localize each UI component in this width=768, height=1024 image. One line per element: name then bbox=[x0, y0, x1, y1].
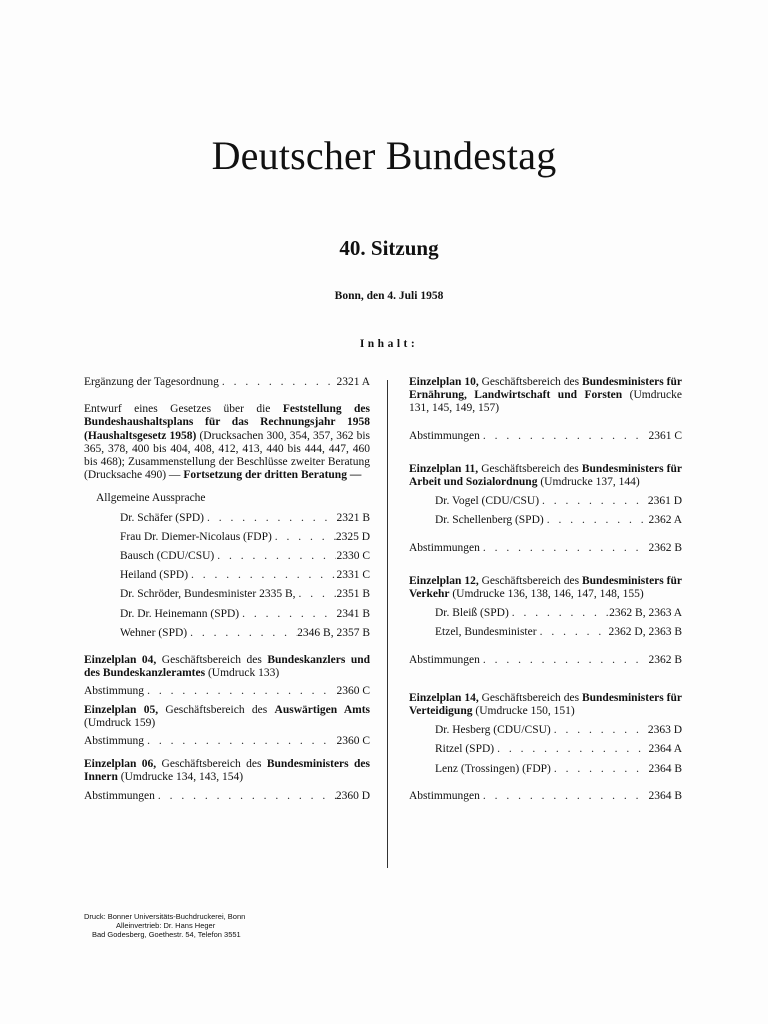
toc-page-ref: 2362 B bbox=[648, 653, 682, 666]
speaker-row bbox=[435, 724, 682, 737]
vote-row bbox=[409, 542, 682, 555]
entry-text: Geschäftsbereich des bbox=[156, 654, 268, 667]
speaker-row bbox=[120, 550, 370, 563]
leader-dots bbox=[539, 495, 648, 508]
toc-page-ref: 2362 D, 2363 B bbox=[608, 626, 682, 639]
speaker-name: Dr. Bleiß (SPD) bbox=[435, 607, 509, 620]
vote-label: Abstimmungen bbox=[84, 789, 155, 802]
dateline: Bonn, den 4. Juli 1958 bbox=[334, 290, 444, 302]
speaker-row bbox=[435, 607, 682, 620]
session-number: 40. Sitzung bbox=[339, 236, 439, 260]
entry-bold-text: Auswärtigen Amts bbox=[274, 703, 371, 716]
toc-entry-agenda bbox=[84, 376, 370, 389]
toc-page-ref: 2364 B bbox=[648, 762, 682, 775]
toc-entry-einzelplan-11 bbox=[409, 463, 682, 489]
leader-dots bbox=[144, 685, 336, 698]
column-divider bbox=[387, 380, 388, 868]
entry-bold-text: Feststellung des Bundeshaushaltsplans für das Rechnungsjahr 1958 (Haushaltsgesetz 1958) bbox=[84, 403, 370, 442]
imprint-printer: Druck: Bonner Universitäts-Buchdruckerei, Bonn bbox=[84, 912, 246, 921]
entry-bold-text: Einzelplan 06, bbox=[84, 758, 157, 771]
speaker-row bbox=[435, 495, 682, 508]
toc-page-ref: 2364 A bbox=[648, 743, 682, 756]
entry-text: (Umdrucke 134, 143, 154) bbox=[117, 771, 244, 784]
speaker-name: Dr. Schellenberg (SPD) bbox=[435, 514, 544, 527]
speaker-name: Dr. Schröder, Bundesminister 2335 B, bbox=[120, 588, 296, 601]
speaker-list bbox=[409, 495, 682, 527]
toc-page-ref: 2330 C bbox=[336, 550, 370, 563]
contents-left-column bbox=[84, 376, 370, 803]
toc-page-ref: 2346 B, 2357 B bbox=[297, 626, 370, 639]
vote-row bbox=[409, 654, 682, 667]
leader-dots bbox=[480, 790, 649, 803]
toc-entry-budget-bill bbox=[84, 403, 370, 482]
speaker-row bbox=[435, 763, 682, 776]
leader-dots bbox=[494, 743, 648, 756]
speaker-row bbox=[120, 627, 370, 640]
imprint-address: Bad Godesberg, Goethestr. 54, Telefon 3551 bbox=[92, 930, 241, 939]
leader-dots bbox=[480, 542, 649, 555]
leader-dots bbox=[155, 790, 336, 803]
vote-row bbox=[84, 735, 370, 748]
entry-bold-text: Einzelplan 14, bbox=[409, 691, 479, 704]
speaker-name: Dr. Vogel (CDU/CSU) bbox=[435, 495, 540, 508]
leader-dots bbox=[480, 430, 649, 443]
entry-text: (Umdrucke 136, 138, 146, 147, 148, 155) bbox=[449, 588, 644, 601]
speaker-name: Dr. Hesberg (CDU/CSU) bbox=[435, 724, 551, 737]
leader-dots bbox=[551, 724, 648, 737]
speaker-row bbox=[435, 514, 682, 527]
entry-bold-text: Bundesministers des Innern bbox=[84, 758, 370, 784]
vote-row bbox=[409, 430, 682, 443]
entry-text: Geschäftsbereich des bbox=[478, 574, 582, 587]
entry-text: (Umdruck 133) bbox=[205, 667, 280, 680]
entry-bold-text: Einzelplan 11, bbox=[409, 462, 479, 475]
toc-entry-einzelplan-05 bbox=[84, 704, 370, 730]
speaker-name: Etzel, Bundesminister bbox=[435, 626, 537, 639]
speaker-row bbox=[435, 626, 682, 639]
entry-bold-text: Bundesministers für Verkehr bbox=[409, 574, 683, 601]
page-title: Deutscher Bundestag bbox=[211, 133, 557, 178]
entry-text: Geschäftsbereich des bbox=[156, 758, 267, 771]
leader-dots bbox=[219, 376, 337, 389]
contents-label: Inhalt: bbox=[359, 338, 419, 350]
toc-page-ref: 2360 C bbox=[336, 685, 370, 698]
vote-label: Abstimmung bbox=[84, 685, 145, 698]
vote-label: Abstimmungen bbox=[409, 541, 480, 554]
entry-text: Geschäftsbereich des bbox=[478, 376, 582, 388]
entry-bold-text: Bundeskanzlers und des Bundeskanzleramtes bbox=[84, 654, 371, 680]
speaker-name: Dr. Dr. Heinemann (SPD) bbox=[120, 607, 240, 620]
leader-dots bbox=[551, 763, 649, 776]
toc-entry-einzelplan-06 bbox=[84, 758, 370, 784]
entry-text: Geschäftsbereich des bbox=[478, 462, 582, 475]
imprint bbox=[84, 912, 245, 939]
toc-entry-einzelplan-04 bbox=[84, 654, 370, 680]
imprint-distributor: Alleinvertrieb: Dr. Hans Heger bbox=[116, 921, 216, 930]
speaker-name: Wehner (SPD) bbox=[120, 626, 188, 639]
leader-dots bbox=[544, 514, 649, 527]
entry-text: Entwurf eines Gesetzes über die bbox=[84, 403, 283, 416]
leader-dots bbox=[272, 531, 336, 544]
entry-bold-text: Bundesministers für Ernährung, Landwirtschaft und Forsten bbox=[409, 376, 683, 402]
contents-right-column bbox=[409, 376, 682, 803]
toc-entry-label: Ergänzung der Tagesordnung bbox=[84, 376, 219, 388]
speaker-name: Dr. Schäfer (SPD) bbox=[120, 511, 204, 524]
toc-entry-einzelplan-14 bbox=[409, 692, 682, 718]
speaker-name: Lenz (Trossingen) (FDP) bbox=[435, 762, 551, 775]
leader-dots bbox=[144, 735, 336, 748]
speaker-row bbox=[120, 588, 370, 601]
entry-bold-text: Einzelplan 04, bbox=[84, 654, 157, 667]
toc-page-ref: 2364 B bbox=[648, 789, 682, 802]
speaker-row bbox=[120, 569, 370, 582]
vote-label: Abstimmungen bbox=[409, 789, 480, 802]
toc-page-ref: 2351 B bbox=[336, 588, 370, 601]
entry-bold-text: Fortsetzung der dritten Beratung — bbox=[183, 469, 362, 482]
toc-page-ref: 2331 C bbox=[336, 569, 370, 582]
leader-dots bbox=[509, 607, 609, 620]
entry-text: (Umdruck 159) bbox=[84, 716, 156, 729]
entry-text: (Umdrucke 131, 145, 149, 157) bbox=[409, 389, 682, 415]
general-debate-label: Allgemeine Aussprache bbox=[96, 492, 206, 505]
leader-dots bbox=[188, 569, 336, 582]
leader-dots bbox=[187, 627, 297, 640]
speaker-row bbox=[435, 743, 682, 756]
speaker-row bbox=[120, 531, 370, 544]
vote-row bbox=[84, 790, 370, 803]
entry-bold-text: Einzelplan 10, bbox=[409, 376, 479, 388]
toc-page-ref: 2321 B bbox=[336, 511, 370, 524]
vote-label: Abstimmungen bbox=[409, 653, 480, 666]
toc-page-ref: 2341 B bbox=[336, 607, 370, 620]
toc-page-ref: 2363 D bbox=[647, 724, 682, 737]
entry-bold-text: Bundesministers für Arbeit und Sozialordnung bbox=[409, 462, 682, 489]
vote-label: Abstimmung bbox=[84, 735, 145, 748]
toc-entry-einzelplan-12 bbox=[409, 575, 682, 601]
leader-dots bbox=[296, 588, 337, 601]
speaker-list bbox=[84, 512, 370, 640]
toc-page-ref: 2325 D bbox=[335, 530, 370, 543]
entry-bold-text: Einzelplan 12, bbox=[409, 574, 479, 587]
vote-row bbox=[84, 685, 370, 698]
toc-page-ref: 2360 D bbox=[335, 789, 370, 802]
toc-page-ref: 2362 A bbox=[648, 514, 682, 527]
speaker-name: Frau Dr. Diemer-Nicolaus (FDP) bbox=[120, 530, 272, 543]
toc-page-ref: 2321 A bbox=[336, 376, 370, 388]
entry-text: Geschäftsbereich des bbox=[158, 703, 275, 716]
entry-text: (Drucksachen 300, 354, 357, 362 bis 365, 378, 400 bis 404, 408, 412, 413, 440 bis 444, 447, 460 bis 468); Zusammenstellung der Beschlüsse zweiter Beratung (Drucksache 490) — bbox=[84, 429, 370, 482]
entry-bold-text: Einzelplan 05, bbox=[84, 703, 159, 716]
entry-text: (Umdrucke 150, 151) bbox=[472, 705, 575, 718]
entry-text: Geschäftsbereich des bbox=[478, 691, 582, 704]
leader-dots bbox=[214, 550, 336, 563]
speaker-name: Ritzel (SPD) bbox=[435, 743, 495, 756]
entry-bold-text: Bundesministers für Verteidigung bbox=[409, 691, 683, 718]
speaker-name: Heiland (SPD) bbox=[120, 569, 189, 582]
toc-page-ref: 2361 D bbox=[647, 495, 682, 508]
vote-row bbox=[409, 790, 682, 803]
toc-page-ref: 2362 B bbox=[648, 541, 682, 554]
speaker-row bbox=[120, 608, 370, 621]
leader-dots bbox=[537, 626, 609, 639]
speaker-name: Bausch (CDU/CSU) bbox=[120, 550, 215, 563]
toc-page-ref: 2360 C bbox=[336, 735, 370, 748]
vote-label: Abstimmungen bbox=[409, 429, 480, 442]
toc-page-ref: 2362 B, 2363 A bbox=[609, 607, 682, 620]
speaker-list bbox=[409, 724, 682, 776]
leader-dots bbox=[480, 654, 649, 667]
speaker-list bbox=[409, 607, 682, 639]
toc-page-ref: 2361 C bbox=[648, 429, 682, 442]
entry-text: (Umdrucke 137, 144) bbox=[537, 476, 640, 489]
speaker-row bbox=[120, 512, 370, 525]
leader-dots bbox=[204, 512, 336, 525]
toc-entry-einzelplan-10 bbox=[409, 376, 682, 416]
leader-dots bbox=[239, 608, 336, 621]
